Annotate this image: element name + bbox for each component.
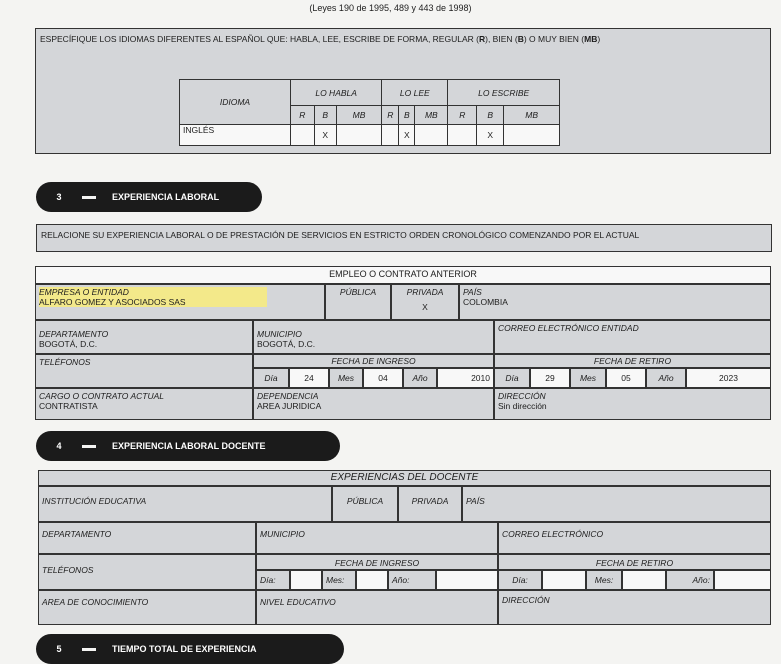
mes-label: Mes (329, 368, 363, 388)
privada-label: PRIVADA (406, 287, 444, 297)
section-number: 3 (56, 192, 62, 202)
retiro-dia-field[interactable] (542, 570, 586, 590)
pais-cell (459, 284, 771, 320)
departamento-label: DEPARTAMENTO (38, 522, 256, 554)
section-title: TIEMPO TOTAL DE EXPERIENCIA (112, 644, 257, 654)
privada-mark[interactable]: X (422, 302, 428, 312)
mes-label: Mes: (586, 570, 622, 590)
cargo-cell (35, 388, 253, 420)
lee-r-cell[interactable] (382, 124, 399, 145)
pill-connector (82, 648, 96, 651)
municipio-label: MUNICIPIO (257, 329, 302, 339)
section-title: EXPERIENCIA LABORAL DOCENTE (112, 441, 266, 451)
pais-label: PAÍS (462, 486, 771, 522)
mes-label: Mes: (322, 570, 356, 590)
laws-header: (Leyes 190 de 1995, 489 y 443 de 1998) (309, 3, 472, 13)
retiro-ano[interactable]: 2023 (686, 368, 771, 388)
municipio-value[interactable]: BOGOTÁ, D.C. (257, 339, 316, 349)
retiro-mes[interactable]: 05 (606, 368, 646, 388)
municipio-cell (253, 320, 494, 354)
sub-b: B (477, 106, 504, 124)
empresa-value[interactable]: ALFARO GOMEZ Y ASOCIADOS SAS (39, 297, 267, 307)
ingreso-ano[interactable]: 2010 (437, 368, 494, 388)
ingreso-mes-field[interactable] (356, 570, 388, 590)
section-title: EXPERIENCIA LABORAL (112, 192, 220, 202)
publica-label: PÚBLICA (325, 284, 391, 320)
dependencia-cell (253, 388, 494, 420)
escribe-b-cell[interactable]: X (477, 124, 504, 145)
mes-label: Mes (570, 368, 606, 388)
correo-label: CORREO ELECTRÓNICO (498, 522, 771, 554)
retiro-dia[interactable]: 29 (530, 368, 570, 388)
escribe-mb-cell[interactable] (504, 124, 560, 145)
departamento-cell (35, 320, 253, 354)
direccion-value[interactable]: Sin dirección (498, 401, 547, 411)
sub-b: B (314, 106, 336, 124)
direccion-label: DIRECCIÓN (498, 391, 546, 401)
sub-r: R (382, 106, 399, 124)
fecha-ingreso-label: FECHA DE INGRESO (256, 554, 498, 570)
cargo-label: CARGO O CONTRATO ACTUAL (39, 391, 164, 401)
teaching-table-title: EXPERIENCIAS DEL DOCENTE (38, 470, 771, 486)
direccion-cell (494, 388, 771, 420)
nivel-label: NIVEL EDUCATIVO (256, 590, 498, 625)
section-3-header (36, 182, 262, 212)
col-idioma: IDIOMA (180, 80, 291, 125)
ano-label: Año (403, 368, 437, 388)
ingreso-ano-field[interactable] (436, 570, 498, 590)
ano-label: Año: (388, 570, 436, 590)
habla-r-cell[interactable] (291, 124, 315, 145)
retiro-mes-field[interactable] (622, 570, 666, 590)
dia-label: Día: (256, 570, 290, 590)
fecha-retiro-label: FECHA DE RETIRO (498, 554, 771, 570)
col-lo-lee: LO LEE (382, 80, 448, 106)
dia-label: Día (494, 368, 530, 388)
telefonos-label: TELÉFONOS (38, 554, 256, 590)
departamento-label: DEPARTAMENTO (39, 329, 109, 339)
publica-label: PÚBLICA (332, 486, 398, 522)
habla-b-cell[interactable]: X (314, 124, 336, 145)
section-3-instruction: RELACIONE SU EXPERIENCIA LABORAL O DE PRESTACIÓN DE SERVICIOS EN ESTRICTO ORDEN CRONOLÓGICO COMENZANDO POR EL ACTUAL (36, 224, 772, 252)
telefonos-cell (35, 354, 253, 388)
cargo-value[interactable]: CONTRATISTA (39, 401, 98, 411)
languages-section (35, 28, 771, 154)
ano-label: Año (646, 368, 686, 388)
dependencia-label: DEPENDENCIA (257, 391, 319, 401)
ingreso-dia[interactable]: 24 (289, 368, 329, 388)
municipio-label: MUNICIPIO (256, 522, 498, 554)
pais-value[interactable]: COLOMBIA (463, 297, 508, 307)
area-label: AREA DE CONOCIMIENTO (38, 590, 256, 625)
escribe-r-cell[interactable] (448, 124, 477, 145)
sub-r: R (448, 106, 477, 124)
correo-cell (494, 320, 771, 354)
ano-label: Año: (666, 570, 714, 590)
departamento-value[interactable]: BOGOTÁ, D.C. (39, 339, 98, 349)
correo-label: CORREO ELECTRÓNICO ENTIDAD (498, 323, 639, 333)
fecha-ingreso-label: FECHA DE INGRESO (253, 354, 494, 368)
sub-mb: MB (415, 106, 448, 124)
pill-connector (82, 445, 96, 448)
direccion-label: DIRECCIÓN (498, 590, 771, 625)
languages-instruction: ESPECÍFIQUE LOS IDIOMAS DIFERENTES AL ESPAÑOL QUE: HABLA, LEE, ESCRIBE DE FORMA, REGULAR (R), BIEN (B) O MUY BIEN (MB) (40, 34, 601, 44)
dia-label: Día (253, 368, 289, 388)
language-ingles: INGLÉS (180, 124, 291, 145)
languages-table (179, 79, 560, 146)
section-number: 4 (56, 441, 62, 451)
dependencia-value[interactable]: AREA JURIDICA (257, 401, 322, 411)
col-lo-habla: LO HABLA (291, 80, 382, 106)
section-number: 5 (56, 644, 62, 654)
table-title: EMPLEO O CONTRATO ANTERIOR (35, 266, 771, 284)
sub-b: B (399, 106, 415, 124)
dia-label: Día: (498, 570, 542, 590)
col-lo-escribe: LO ESCRIBE (448, 80, 560, 106)
sub-r: R (291, 106, 315, 124)
privada-cell (391, 284, 459, 320)
sub-mb: MB (504, 106, 560, 124)
lee-mb-cell[interactable] (415, 124, 448, 145)
telefonos-label: TELÉFONOS (39, 357, 91, 367)
ingreso-mes[interactable]: 04 (363, 368, 403, 388)
empresa-label: EMPRESA O ENTIDAD (39, 287, 267, 297)
ingreso-dia-field[interactable] (290, 570, 322, 590)
institucion-label: INSTITUCIÓN EDUCATIVA (38, 486, 332, 522)
section-5-header (36, 634, 344, 664)
habla-mb-cell[interactable] (336, 124, 382, 145)
empresa-cell (35, 284, 325, 320)
sub-mb: MB (336, 106, 382, 124)
retiro-ano-field[interactable] (714, 570, 771, 590)
section-4-header (36, 431, 340, 461)
privada-label: PRIVADA (398, 486, 462, 522)
pais-label: PAÍS (463, 287, 482, 297)
fecha-retiro-label: FECHA DE RETIRO (494, 354, 771, 368)
pill-connector (82, 196, 96, 199)
lee-b-cell[interactable]: X (399, 124, 415, 145)
